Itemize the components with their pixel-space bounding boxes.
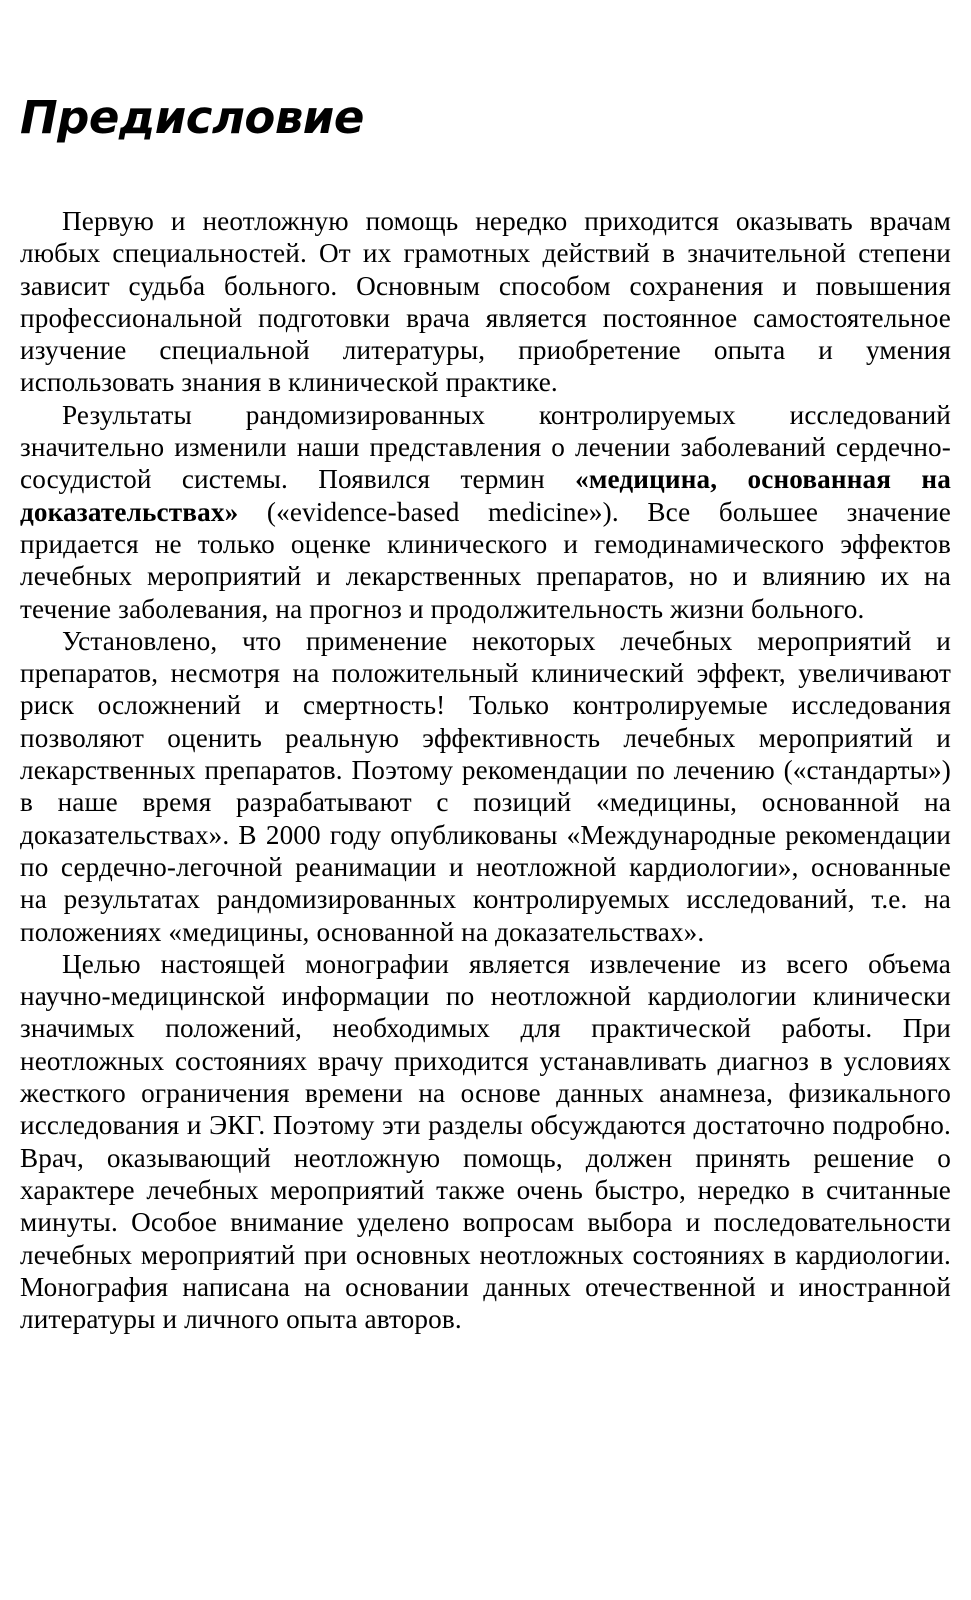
paragraph-2 — [20, 399, 951, 625]
paragraph-1: Первую и неотложную помощь нередко приходится оказывать врачам любых специальностей. От их грамотных действий в значительной степени зависит судьба больного. Основным способом сохранения и повышения профессиональной подготовки врача является постоянное самостоятельное изучение специальной литературы, приобретение опыта и умения использовать знания в клинической практике. — [20, 206, 951, 398]
preface-body — [20, 205, 951, 1335]
paragraph-3: Установлено, что применение некоторых лечебных мероприятий и препаратов, несмотря на положительный клинический эффект, увеличивают риск осложнений и смертность! Только контролируемые исследования позволяют оценить реальную эффективность лечебных мероприятий и лекарственных препаратов. Поэтому рекомендации по лечению («стандарты») в наше время разрабатывают с позиций «медицины, основанной на доказательствах». В 2000 году опубликованы «Международные рекомендации по сердечно-легочной реанимации и неотложной кардиологии», основанные на результатах рандомизированных контролируемых исследований, т.е. на положениях «медицины, основанной на доказательствах». — [20, 625, 951, 947]
page-title: Предисловие — [20, 91, 364, 144]
paragraph-2-text-end: («evidence-based medicine»). Все большее значение придается не только оценке клинического и гемодинамического эффектов лечебных мероприятий и лекарственных препаратов, но и влиянию их на течение заболевания, на прогноз и продолжительность жизни больного. — [20, 496, 951, 624]
paragraph-2-text-start: Результаты рандомизированных контролируемых исследований значительно изменили наши представления о лечении заболеваний сердечно-сосудистой системы. Появился термин — [20, 399, 951, 495]
paragraph-2-bold-term: «медицина, основанная на доказательствах» — [20, 464, 951, 527]
paragraph-4: Целью настоящей монографии является извлечение из всего объема научно-медицинской информации по неотложной кардиологии клинически значимых положений, необходимых для практической работы. При неотложных состояниях врачу приходится устанавливать диагноз в условиях жесткого ограничения времени на основе данных анамнеза, физикального исследования и ЭКГ. Поэтому эти разделы обсуждаются достаточно подробно. Врач, оказывающий неотложную помощь, должен принять решение о характере лечебных мероприятий также очень быстро, нередко в считанные минуты. Особое внимание уделено вопросам выбора и последовательности лечебных мероприятий при основных неотложных состояниях в кардиологии. Монография написана на основании данных отечественной и иностранной литературы и личного опыта авторов. — [20, 948, 951, 1335]
document-page — [20, 0, 951, 1335]
